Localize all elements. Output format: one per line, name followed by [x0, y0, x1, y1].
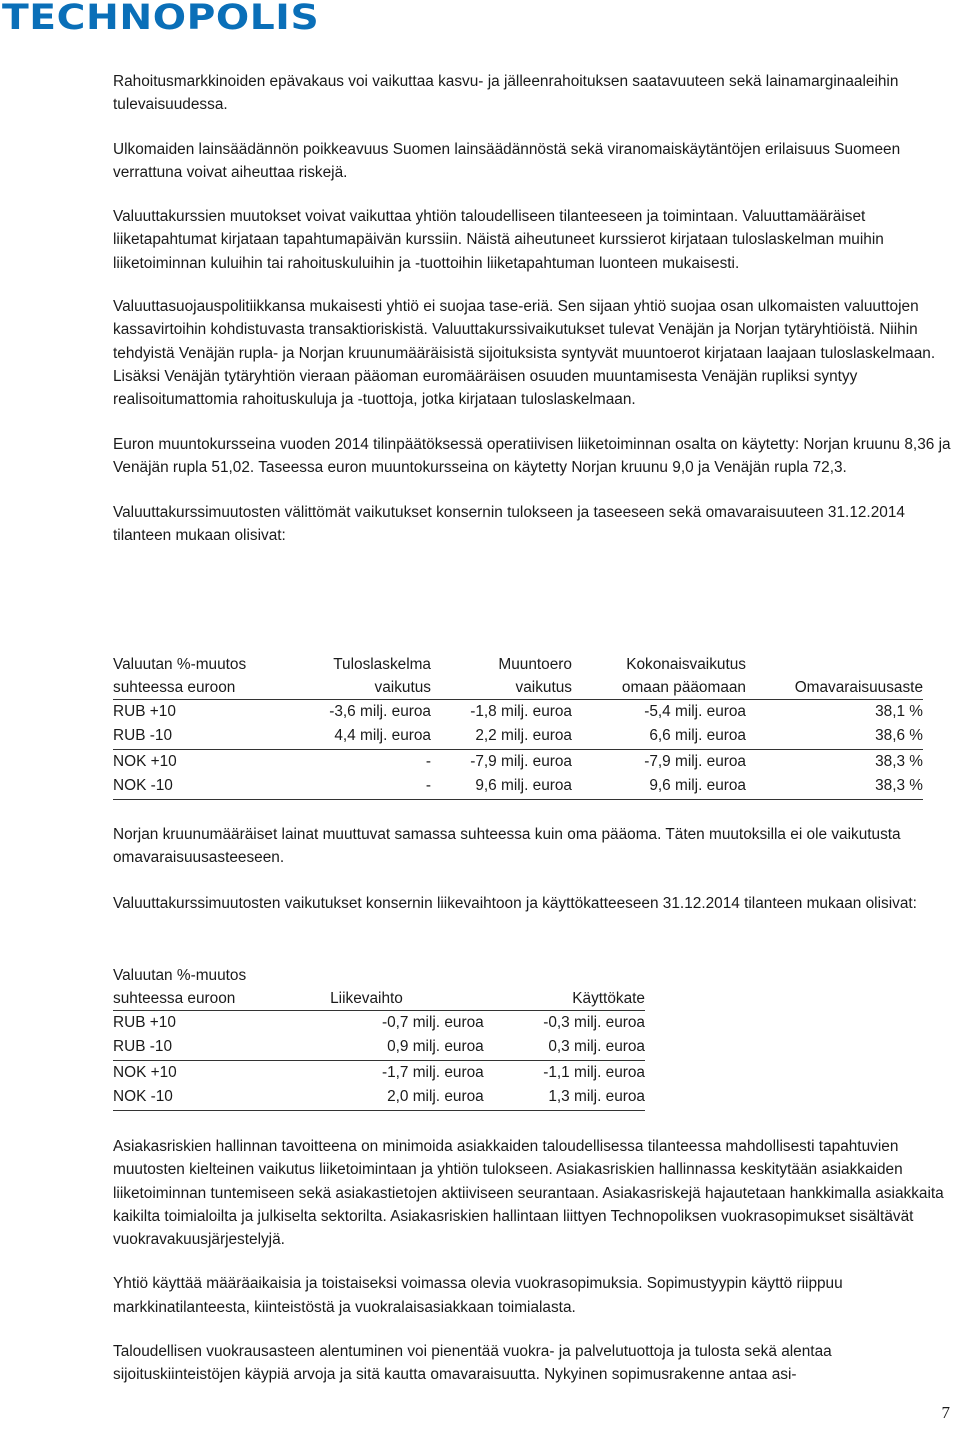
table-cell: NOK -10 — [113, 774, 283, 799]
table-row — [113, 774, 923, 799]
table-cell: RUB -10 — [113, 724, 283, 749]
table-cell: -7,9 milj. euroa — [644, 752, 746, 770]
table-header-cell: Tuloslaskelma vaikutus — [283, 651, 431, 700]
paragraph: Asiakasriskien hallinnan tavoitteena on minimoida asiakkaiden taloudellisessa tilanteessa mahdollisesti tapahtuvien muutosten kielteinen vaikutus liiketoimintaan ja yhtiön tulokseen. Asiakasriskien hallinnassa keskitytään asiakkaiden liiketoiminnan tuntemiseen sekä asiakastietojen aktiiviseen seurantaan. Asiakasriskejä hajautetaan hankkimalla asiakkaita kaikilta toimialoilta ja julkiselta sektorilta. Asiakasriskien hallintaan liittyen Technopoliksen vuokrasopimukset sisältävät vuokravakuusjärjestelyjä. — [113, 1138, 944, 1249]
table-cell: - — [425, 752, 431, 770]
table-header-cell: Valuutan %-muutos suhteessa euroon — [113, 962, 308, 1011]
table-cell: 0,9 milj. euroa — [308, 1035, 484, 1060]
technopolis-logo: TECHNOPOLIS — [2, 0, 320, 38]
table-header-cell: Käyttökate — [484, 962, 645, 1011]
table-cell: -1,8 milj. euroa — [470, 703, 572, 720]
paragraph: Yhtiö käyttää määräaikaisia ja toistaiseksi voimassa olevia vuokrasopimuksia. Sopimustyypin käyttö riippuu markkinatilanteesta, kiinteistöstä ja vuokralaisasiakkaan toimialasta. — [113, 1275, 843, 1316]
table-row — [113, 1085, 645, 1110]
table-cell: 1,3 milj. euroa — [484, 1085, 645, 1110]
table-cell: -3,6 milj. euroa — [329, 703, 431, 720]
table-cell: 6,6 milj. euroa — [572, 724, 746, 749]
table-row — [113, 1060, 645, 1085]
table-row — [113, 749, 923, 774]
table-header-cell: Muuntoero vaikutus — [431, 651, 572, 700]
table-cell: - — [283, 774, 431, 799]
paragraph: Valuuttakurssien muutokset voivat vaikuttaa yhtiön taloudelliseen tilanteeseen ja toimintaan. Valuuttamääräiset liiketapahtumat kirjataan tapahtumapäivän kurssiin. Näistä aiheutuneet kurssierot kirjataan tuloslaskelman muihin liiketoiminnan kuluihin tai rahoituskuluihin ja -tuottoihin liiketapahtuman luonteen mukaisesti. — [113, 208, 884, 272]
table-cell: RUB -10 — [113, 1035, 308, 1060]
text-block-bottom — [113, 1135, 953, 1387]
table-row — [113, 1035, 645, 1060]
table-header-row — [113, 651, 923, 700]
table-row — [113, 700, 923, 725]
table-row — [113, 724, 923, 749]
table-cell: NOK +10 — [113, 752, 177, 770]
table-cell: 38,3 % — [875, 752, 923, 770]
table-cell: 38,3 % — [746, 774, 923, 799]
table-cell: 2,0 milj. euroa — [308, 1085, 484, 1110]
paragraph: Taloudellisen vuokrausasteen alentuminen voi pienentää vuokra- ja palvelutuottoja ja tulosta sekä alentaa sijoituskiinteistöjen käypiä arvoja ja sitä kautta omavaraisuutta. Nykyinen sopimusrakenne antaa asi- — [113, 1343, 832, 1384]
table-cell: 9,6 milj. euroa — [572, 774, 746, 799]
table-cell: 4,4 milj. euroa — [283, 724, 431, 749]
table-header-cell: Kokonaisvaikutus omaan pääomaan — [572, 651, 746, 700]
page-number: 7 — [941, 1403, 950, 1422]
table-cell: RUB +10 — [113, 1014, 176, 1031]
paragraph: Ulkomaiden lainsäädännön poikkeavuus Suomen lainsäädännöstä sekä viranomaiskäytäntöjen erilaisuus Suomeen verrattuna voivat aiheuttaa riskejä. — [113, 140, 901, 181]
table-row — [113, 1011, 645, 1036]
table-cell: -0,7 milj. euroa — [381, 1014, 484, 1031]
table-header-cell: Valuutan %-muutos suhteessa euroon — [113, 651, 283, 700]
table-cell: -1,7 milj. euroa — [381, 1063, 484, 1081]
table-cell: RUB +10 — [113, 703, 176, 720]
paragraph: Valuuttakurssimuutosten vaikutukset konsernin liikevaihtoon ja käyttökatteeseen 31.12.2014 tilanteen mukaan olisivat: — [113, 894, 917, 912]
table-cell: 9,6 milj. euroa — [431, 774, 572, 799]
table-header-cell: Liikevaihto — [308, 962, 484, 1011]
paragraph: Valuuttakurssimuutosten välittömät vaikutukset konsernin tulokseen ja taseeseen sekä omavaraisuuteen 31.12.2014 tilanteen mukaan olisivat: — [113, 504, 905, 545]
table-cell: 0,3 milj. euroa — [484, 1035, 645, 1060]
table-cell: 2,2 milj. euroa — [431, 724, 572, 749]
table-cell: NOK +10 — [113, 1063, 177, 1081]
paragraph: Valuuttasuojauspolitiikkansa mukaisesti yhtiö ei suojaa tase-eriä. Sen sijaan yhtiö suojaa osan ulkomaisten valuuttojen kassavirtoihin kohdistuvasta transaktioriskistä. Valuuttakurssivaikutukset tulevat Venäjän ja Norjan tytäryhtiöistä. Niihin tehdyistä Venäjän rupla- ja Norjan kruunumääräisistä sijoituksista syntyvät muuntoerot kirjataan laajaan tuloslaskelmaan. Lisäksi Venäjän tytäryhtiön vieraan pääoman euromääräisen osuuden muuntamisesta Venäjän rupliksi syntyy realisoitumattomia rahoituskuluja ja -tuottoja, jotka kirjataan tuloslaskelmaan. — [113, 298, 936, 409]
table-header-row — [113, 962, 645, 1011]
paragraph: Norjan kruunumääräiset lainat muuttuvat samassa suhteessa kuin oma pääoma. Täten muutoksilla ei ole vaikutusta omavaraisuusasteeseen. — [113, 826, 901, 867]
table-cell: NOK -10 — [113, 1085, 308, 1110]
text-block-middle — [113, 823, 953, 915]
table-cell: -1,1 milj. euroa — [543, 1063, 645, 1081]
table-cell: -5,4 milj. euroa — [644, 703, 746, 720]
table-cell: -7,9 milj. euroa — [470, 752, 572, 770]
table-header-cell: Omavaraisuusaste — [746, 651, 923, 700]
table-cell: 38,6 % — [746, 724, 923, 749]
text-block-top — [113, 70, 953, 548]
currency-effect-table — [113, 651, 923, 800]
table-cell: 38,1 % — [875, 703, 923, 720]
revenue-effect-table — [113, 962, 645, 1111]
table-cell: -0,3 milj. euroa — [543, 1014, 645, 1031]
paragraph: Euron muuntokursseina vuoden 2014 tilinpäätöksessä operatiivisen liiketoiminnan osalta on käytetty: Norjan kruunu 8,36 ja Venäjän rupla 51,02. Taseessa euron muuntokursseina on käytetty Norjan kruunu 9,0 ja Venäjän rupla 72,3. — [113, 435, 951, 476]
paragraph: Rahoitusmarkkinoiden epävakaus voi vaikuttaa kasvu- ja jälleenrahoituksen saatavuuteen sekä lainamarginaaleihin tulevaisuudessa. — [113, 73, 899, 114]
